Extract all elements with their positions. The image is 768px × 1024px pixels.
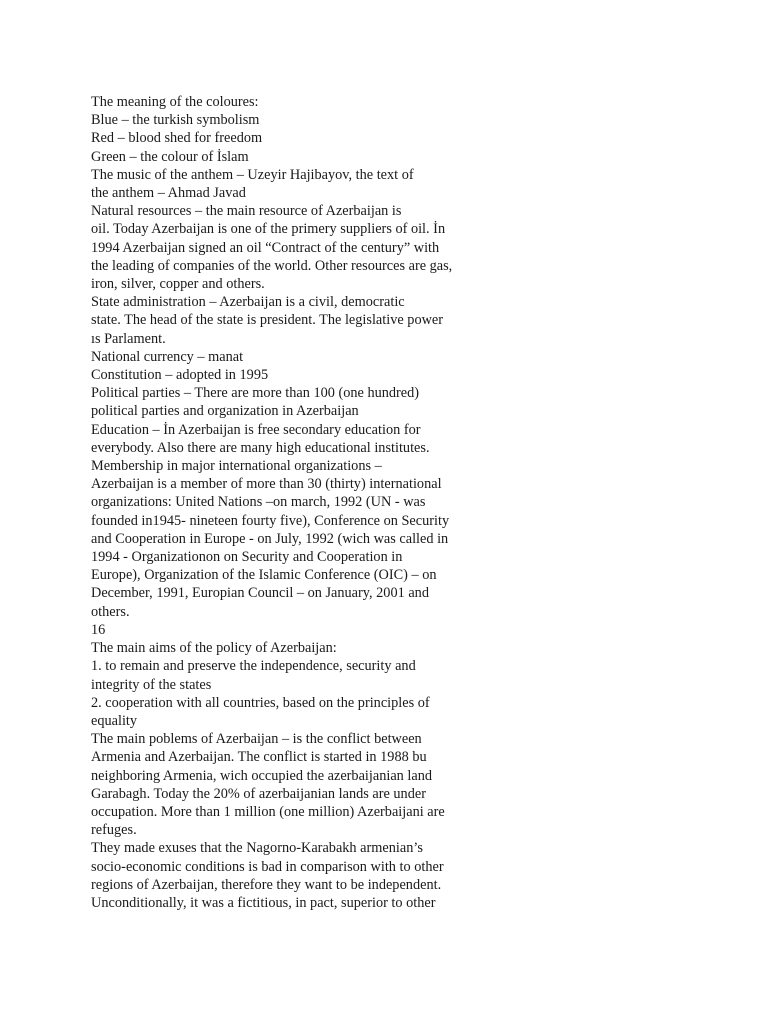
text-line: the anthem – Ahmad Javad	[91, 185, 246, 202]
text-line: Green – the colour of İslam	[91, 148, 249, 165]
text-line: integrity of the states	[91, 676, 212, 693]
text-line: everybody. Also there are many high educational institutes.	[91, 439, 430, 456]
text-line: Blue – the turkish symbolism	[91, 112, 260, 129]
text-line: State administration – Azerbaijan is a civil, democratic	[91, 294, 405, 311]
text-line: Constitution – adopted in 1995	[91, 367, 269, 384]
page-number: 16	[91, 621, 106, 638]
text-line: The music of the anthem – Uzeyir Hajibayov, the text of	[91, 166, 414, 183]
text-line: neighboring Armenia, wich occupied the azerbaijanian land	[91, 767, 433, 784]
text-line: 2. cooperation with all countries, based on the principles of	[91, 694, 430, 711]
text-line: December, 1991, Europian Council – on January, 2001 and	[91, 585, 429, 602]
text-line: The main poblems of Azerbaijan – is the conflict between	[91, 731, 422, 748]
text-line: Natural resources – the main resource of Azerbaijan is	[91, 203, 402, 220]
text-line: socio-economic conditions is bad in comparison with to other	[91, 858, 444, 875]
text-line: Europe), Organization of the Islamic Conference (OIC) – on	[91, 567, 437, 584]
text-line: equality	[91, 712, 138, 729]
text-line: Unconditionally, it was a fictitious, in pact, superior to other	[91, 894, 436, 911]
text-line: oil. Today Azerbaijan is one of the primery suppliers of oil. İn	[91, 221, 446, 238]
text-line: others.	[91, 603, 130, 620]
text-line: iron, silver, copper and others.	[91, 276, 265, 293]
text-line: and Cooperation in Europe - on July, 1992 (wich was called in	[91, 530, 449, 547]
text-line: regions of Azerbaijan, therefore they want to be independent.	[91, 876, 442, 893]
text-line: Political parties – There are more than 100 (one hundred)	[91, 385, 420, 402]
text-line: occupation. More than 1 million (one million) Azerbaijani are	[91, 803, 445, 820]
text-line: 1. to remain and preserve the independence, security and	[91, 658, 416, 675]
text-line: 1994 - Organizationon on Security and Cooperation in	[91, 549, 403, 566]
text-line: The meaning of the coloures:	[91, 94, 259, 110]
text-line: state. The head of the state is president. The legislative power	[91, 312, 444, 329]
text-line: National currency – manat	[91, 348, 244, 365]
text-line: organizations: United Nations –on march, 1992 (UN - was	[91, 494, 426, 511]
text-line: the leading of companies of the world. Other resources are gas,	[91, 257, 453, 274]
text-line: Azerbaijan is a member of more than 30 (thirty) international	[91, 476, 442, 493]
text-line: Garabagh. Today the 20% of azerbaijanian lands are under	[91, 785, 426, 802]
text-line: founded in1945- nineteen fourty five), Conference on Security	[91, 512, 450, 529]
text-line: Armenia and Azerbaijan. The conflict is started in 1988 bu	[91, 749, 427, 766]
document-page	[91, 93, 491, 912]
text-line: ıs Parlament.	[91, 330, 166, 347]
text-line: Red – blood shed for freedom	[91, 130, 263, 147]
text-line: The main aims of the policy of Azerbaijan:	[91, 640, 337, 657]
text-line: Membership in major international organizations –	[91, 458, 382, 475]
text-line: refuges.	[91, 822, 137, 839]
text-line: Education – İn Azerbaijan is free secondary education for	[91, 421, 421, 438]
text-line: 1994 Azerbaijan signed an oil “Contract of the century” with	[91, 239, 440, 256]
text-line: They made exuses that the Nagorno-Karabakh armenian’s	[91, 840, 423, 857]
text-line: political parties and organization in Azerbaijan	[91, 403, 359, 420]
